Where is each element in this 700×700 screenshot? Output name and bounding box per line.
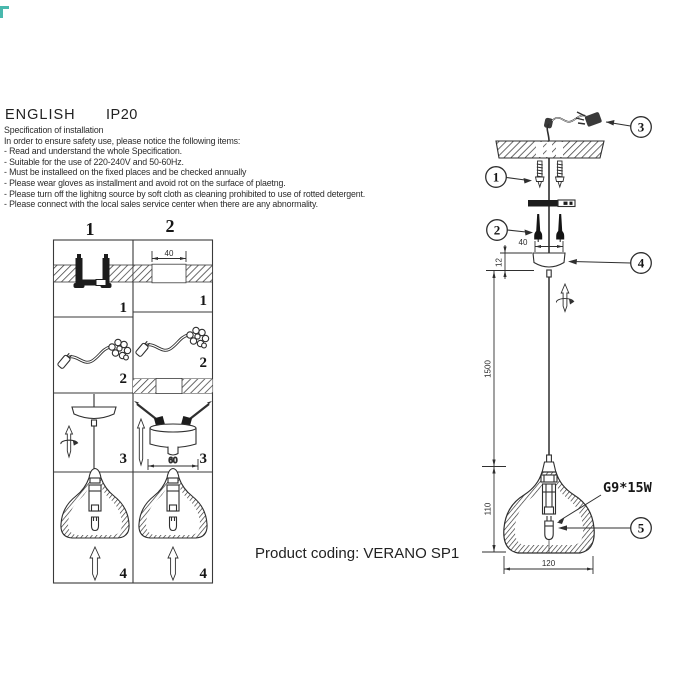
step4-shade-diagram: [61, 469, 129, 581]
push-up-arrow-icon: [138, 419, 145, 465]
step1-anchor-diagram: [54, 254, 134, 288]
step2-hole-diagram: [133, 378, 213, 393]
step-label: 2: [119, 371, 127, 387]
callout-5-number: 5: [637, 520, 645, 536]
specification-text-block: [4, 125, 464, 210]
fixing-screw-icon: [534, 214, 542, 242]
scan-artifact: [0, 6, 3, 18]
mounting-crossbar: [528, 200, 575, 207]
column-1-header: 1: [85, 219, 95, 239]
callout-1-number: 1: [492, 169, 500, 185]
step3-canopy-diagram: [61, 394, 116, 470]
shade-width-dim: 120: [541, 559, 556, 568]
ip-rating-label: IP20: [106, 107, 138, 123]
installation-steps-panel: [52, 213, 214, 585]
callout-2-number: 2: [493, 222, 501, 238]
step-label: 3: [199, 451, 207, 467]
expansion-screw-icon: [536, 161, 545, 187]
step-label: 1: [199, 293, 207, 309]
step-label: 1: [119, 300, 127, 316]
step-label: 2: [199, 355, 207, 371]
step-label: 4: [199, 566, 207, 582]
plug-icon: [57, 352, 73, 369]
wire-nut-cluster-icon: [109, 339, 131, 360]
spec-item: - Please wear gloves as installment and avoid rot on the surface of plaetng.: [4, 177, 286, 188]
spec-title: Specification of installation: [4, 125, 104, 135]
g9-bulb-icon: [545, 521, 553, 540]
spec-item: - Must be installeed on the fixed places and be checked annually: [4, 167, 247, 178]
spec-item: - Please turn off the lighitng source by soft cloth as cleaning prohibited to use of rotted detergent.: [4, 188, 366, 199]
spec-item: - Suitable for the use of 220-240V and 50-60Hz.: [4, 156, 184, 167]
bulb-spec-label: G9*15W: [603, 480, 652, 496]
ceiling-slab: [496, 141, 604, 158]
pendant-assembly-diagram: [460, 95, 700, 585]
glass-shade: [504, 455, 594, 553]
canopy-height-dim-lines: [486, 245, 534, 279]
spring-width-dim: 60: [168, 456, 178, 465]
mains-wire-plug: [544, 112, 603, 141]
twist-arrow-icon: [66, 426, 73, 457]
canopy: [533, 253, 565, 277]
callout-4-number: 4: [637, 255, 645, 271]
spec-item: - Please connect with the local sales service center when there are any abnormality.: [4, 199, 318, 210]
bulb-icon: [92, 517, 99, 531]
product-coding-label: Product coding: VERANO SP1: [255, 545, 460, 562]
canopy-width-dim: 40: [518, 238, 528, 247]
language-label: ENGLISH: [5, 107, 76, 123]
shade-height-dim: 110: [483, 502, 493, 516]
lift-arrow-icon: [90, 547, 100, 580]
twist-arrow-icon: [556, 284, 574, 312]
step-label: 4: [119, 566, 127, 582]
column-2-header: 2: [165, 216, 175, 236]
step-label: 3: [119, 451, 127, 467]
hole-width-dim: 40: [164, 249, 174, 258]
callout-3-number: 3: [637, 119, 645, 135]
spec-item: - Read and understand the whole Specification.: [4, 146, 182, 157]
step1-hole-diagram: [133, 249, 213, 283]
canopy-height-dim: 12: [494, 258, 504, 267]
plug-icon: [584, 112, 602, 127]
spec-intro: In order to ensure safety use, please notice the following items:: [4, 135, 241, 146]
wire-length-dim: 1500: [483, 360, 493, 378]
wire-connector-diagram: [57, 339, 131, 369]
